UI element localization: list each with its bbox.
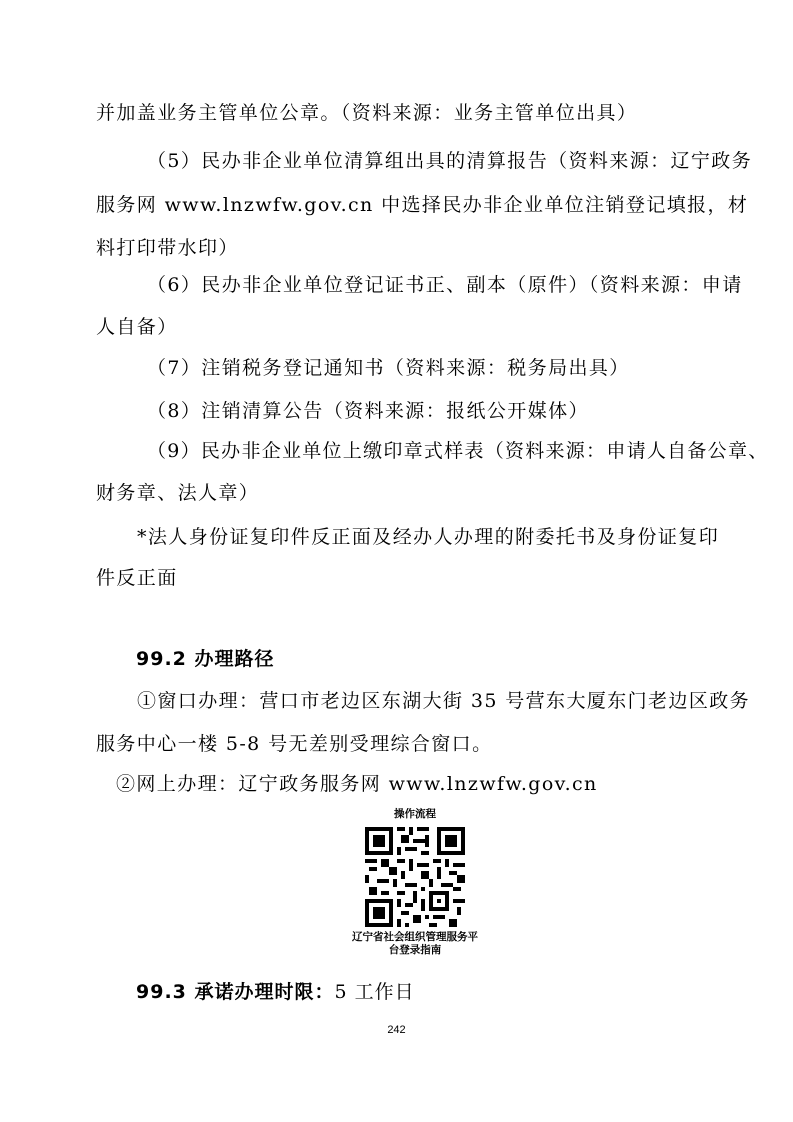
section-heading-time-label: 99.3 承诺办理时限： [136,981,335,1003]
body-line-6: 人自备） [96,316,178,338]
page-number: 242 [387,1024,406,1036]
body-line-5: （6）民办非企业单位登记证书正、副本（原件）（资料来源：申请 [147,274,743,296]
body-line-10: 财务章、法人章） [96,482,260,504]
section-heading-path: 99.2 办理路径 [136,648,275,670]
body-line-11: *法人身份证复印件反正面及经办人办理的附委托书及身份证复印 [137,526,720,548]
path-line-1: ①窗口办理：营口市老边区东湖大街 35 号营东大厦东门老边区政务 [137,690,751,712]
body-line-9: （9）民办非企业单位上缴印章式样表（资料来源：申请人自备公章、 [147,440,769,462]
body-line-3: 服务网 www.lnzwfw.gov.cn 中选择民办非企业单位注销登记填报，材 [96,194,749,216]
qr-block [340,808,490,957]
qr-caption-line-2: 台登录指南 [388,944,442,956]
qr-caption-line-1: 辽宁省社会组织管理服务平 [352,931,478,943]
section-time-value: 5 工作日 [334,981,415,1003]
body-line-1: 并加盖业务主管单位公章。（资料来源：业务主管单位出具） [96,102,638,124]
body-line-7: （7）注销税务登记通知书（资料来源：税务局出具） [147,357,630,379]
body-line-12: 件反正面 [96,567,178,589]
body-line-8: （8）注销清算公告（资料来源：报纸公开媒体） [147,400,589,422]
body-line-2: （5）民办非企业单位清算组出具的清算报告（资料来源：辽宁政务 [147,150,753,172]
section-heading-time [136,980,415,1004]
qr-title: 操作流程 [394,808,436,820]
body-line-4: 料打印带水印） [96,237,239,259]
path-line-2: 服务中心一楼 5-8 号无差别受理综合窗口。 [96,733,493,755]
qr-code-image [365,827,465,927]
path-line-3: ②网上办理：辽宁政务服务网 www.lnzwfw.gov.cn [116,773,598,795]
